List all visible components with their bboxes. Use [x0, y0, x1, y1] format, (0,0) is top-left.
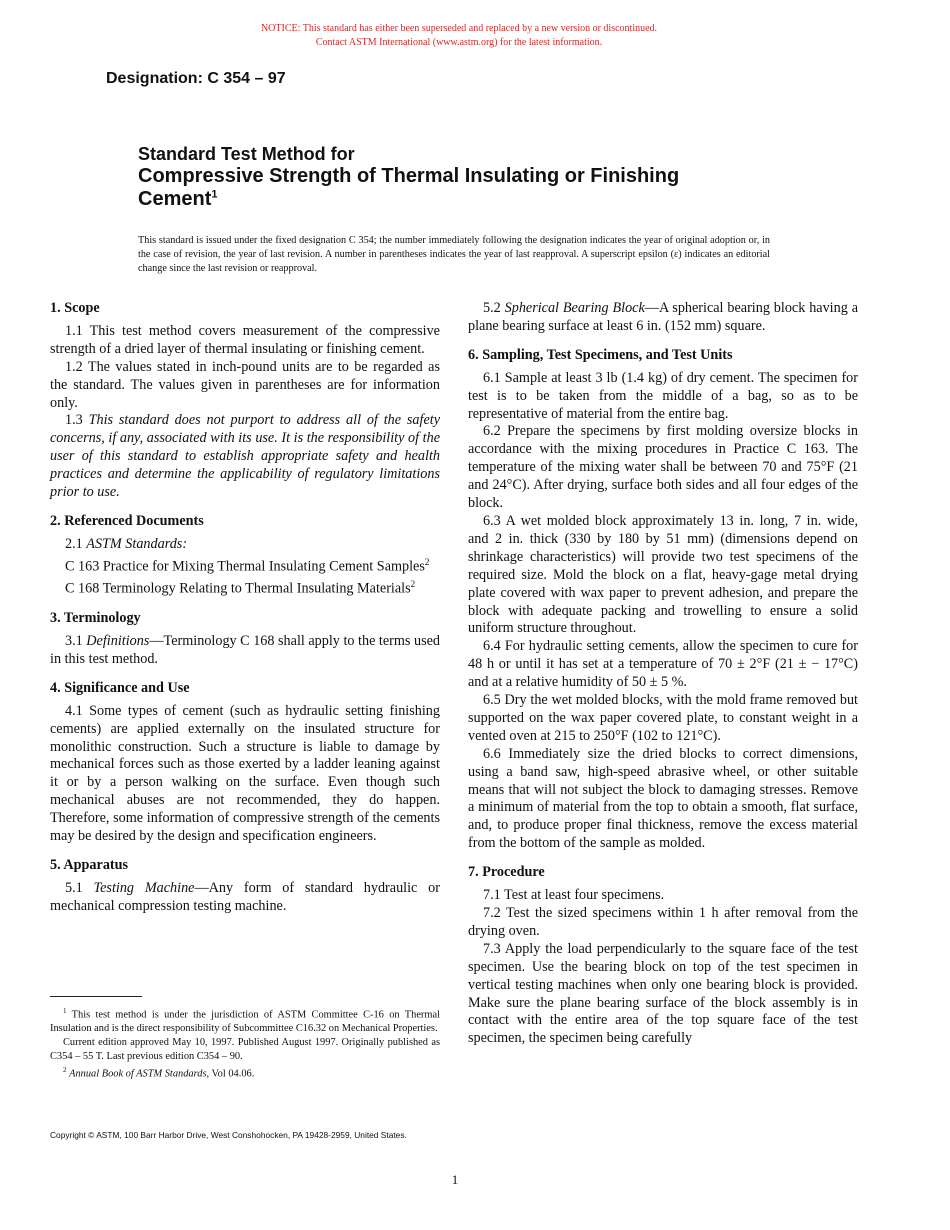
- paragraph-3-1-number: 3.1: [65, 632, 87, 649]
- section-heading-terminology: 3. Terminology: [50, 610, 141, 627]
- reference-c168-sup: 2: [410, 579, 416, 590]
- title-footnote-mark: 1: [211, 188, 218, 201]
- paragraph-6-3: 6.3 A wet molded block approximately 13 in. long, 7 in. wide, and 2 in. thick (330 by 180 by 51 mm) (dimensions depend on shrinkage characteristics) will provide two test specimens of the required size. Mold the block on a flat, heavy-gage metal drying plate covered with wax paper to prevent adhesion, and prepare the block with adequate packing and trowelling to ensure a solid uniform structure throughout.: [468, 512, 858, 637]
- issuance-statement: This standard is issued under the fixed designation C 354; the number immediately following the designation indicates the year of original adoption or, in the case of revision, the year of last revision. A number in parentheses indicates the year of last reapproval. A superscript epsilon (ε) indicates an editorial change since the last revision or reapproval.: [138, 235, 770, 275]
- paragraph-1-2: 1.2 The values stated in inch-pound units are to be regarded as the standard. The values given in parentheses are for information only.: [50, 358, 440, 411]
- right-column: [468, 300, 858, 1048]
- footnote-1: [50, 1005, 440, 1036]
- paragraph-5-1-text: —Any form of standard hydraulic or mechanical compression testing machine.: [50, 879, 440, 914]
- paragraph-6-4: 6.4 For hydraulic setting cements, allow the specimen to cure for 48 h or until it has set at a temperature of 70 ± 2°F (21 ± − 17°C) and at a relative humidity of 50 ± 5 %.: [468, 638, 858, 691]
- paragraph-2-1: [50, 536, 440, 554]
- paragraph-5-2-number: 5.2: [483, 300, 505, 316]
- paragraph-3-1-term: Definitions: [86, 632, 150, 649]
- paragraph-4-1: 4.1 Some types of cement (such as hydraulic setting finishing cements) are applied externally on the insulated structure for monolithic construction. Such a structure is liable to damage by mechanical forces such as those exerted by a ladder leaning against it or by a person walking on the surface. Even though such mechanical abuses are not recommended, they do happen. Therefore, some information of compressive strength of the cements may be desired by the design and specification engineers.: [50, 702, 440, 845]
- paragraph-3-1-text: —Terminology C 168 shall apply to the terms used in this test method.: [50, 632, 441, 667]
- paragraph-1-3-number: 1.3: [65, 412, 89, 429]
- document-title: [138, 143, 788, 211]
- reference-c163-text: C 163 Practice for Mixing Thermal Insulating Cement Samples: [65, 558, 425, 575]
- paragraph-7-1: 7.1 Test at least four specimens.: [483, 887, 665, 904]
- paragraph-6-1: 6.1 Sample at least 3 lb (1.4 kg) of dry cement. The specimen for test is to be taken from the middle of a bag, so as to be representative of material from the entire bag.: [468, 369, 858, 422]
- notice-line-2: Contact ASTM International (www.astm.org) for the latest information.: [315, 37, 603, 48]
- section-heading-referenced-documents: 2. Referenced Documents: [50, 512, 204, 529]
- footnote-1-edition: Current edition approved May 10, 1997. Published August 1997. Originally published as C354 – 55 T. Last previous edition C354 – 90.: [50, 1037, 440, 1062]
- footnote-2-text: , Vol 04.06.: [206, 1068, 255, 1080]
- paragraph-6-2: 6.2 Prepare the specimens by first molding oversize blocks in accordance with the mixing procedures in Practice C 163. The temperature of the mixing water shall be between 70 and 75°F (21 and 24°C). After drying, surface both sides and all four edges of the block.: [468, 423, 858, 512]
- footnote-2-mark: 2: [63, 1065, 67, 1074]
- paragraph-5-2-text: —A spherical bearing block having a plane bearing surface at least 6 in. (152 mm) square.: [468, 300, 858, 334]
- left-column: [50, 300, 440, 916]
- reference-c168-text: C 168 Terminology Relating to Thermal Insulating Materials: [65, 581, 411, 598]
- paragraph-1-3: [50, 412, 440, 502]
- section-heading-scope: 1. Scope: [50, 300, 100, 316]
- paragraph-1-1: 1.1 This test method covers measurement of the compressive strength of a dried layer of thermal insulating or finishing cement.: [50, 322, 440, 357]
- paragraph-2-1-text: ASTM Standards:: [86, 535, 188, 552]
- footnote-1-mark: 1: [63, 1007, 67, 1015]
- footnote-2-title: Annual Book of ASTM Standards: [69, 1068, 207, 1080]
- footnote-1-text: This test method is under the jurisdiction of ASTM Committee C-16 on Thermal Insulation and is the direct responsibility of Subcommittee C16.32 on Mechanical Properties.: [50, 1009, 440, 1035]
- paragraph-5-1: [50, 880, 440, 916]
- page-number: 1: [451, 1172, 459, 1187]
- paragraph-3-1: [50, 633, 440, 669]
- copyright-notice: Copyright © ASTM, 100 Barr Harbor Drive, West Conshohocken, PA 19428-2959, United States.: [50, 1130, 407, 1140]
- paragraph-7-2: 7.2 Test the sized specimens within 1 h after removal from the drying oven.: [468, 905, 858, 939]
- designation: Designation: C 354 – 97: [106, 70, 286, 87]
- title-line-1: Standard Test Method for: [138, 144, 355, 164]
- paragraph-6-6: 6.6 Immediately size the dried blocks to correct dimensions, using a band saw, high-speed abrasive wheel, or other suitable means that will not subject the block to damaging stresses. Remove a minimum of material from the top to obtain a smooth, flat surface, and, to produce proper final thickness, remove the excess material from the bottom of the sample as molded.: [468, 745, 858, 852]
- paragraph-5-1-number: 5.1: [65, 879, 94, 896]
- section-heading-procedure: 7. Procedure: [468, 864, 545, 881]
- paragraph-7-3: 7.3 Apply the load perpendicularly to the square face of the test specimen. Use the bearing block on top of the test specimen in vertical testing machines when only one bearing block is provided. Make sure the plane bearing surface of the block assembly is in contact with the entire area of the top square face of the test specimen, the specimen being carefully: [468, 940, 858, 1047]
- title-line-3-text: Cement: [138, 188, 212, 210]
- title-line-3: [138, 188, 788, 211]
- footnote-divider: [50, 996, 142, 997]
- paragraph-2-1-number: 2.1: [65, 535, 87, 552]
- notice-line-1: NOTICE: This standard has either been superseded and replaced by a new version or discontinued.: [260, 23, 658, 34]
- footnotes: [50, 1005, 440, 1081]
- paragraph-5-2-term: Spherical Bearing Block: [504, 300, 645, 316]
- reference-c163: [50, 554, 440, 577]
- title-line-2: Compressive Strength of Thermal Insulating or Finishing: [138, 165, 680, 187]
- section-heading-significance: 4. Significance and Use: [50, 679, 190, 696]
- footnote-2: [50, 1064, 440, 1081]
- section-heading-sampling: 6. Sampling, Test Specimens, and Test Units: [468, 346, 733, 363]
- paragraph-5-2: [468, 300, 858, 336]
- reference-c163-sup: 2: [424, 556, 430, 567]
- paragraph-6-5: 6.5 Dry the wet molded blocks, with the mold frame removed but supported on the wax paper covered plate, to constant weight in a vented oven at 215 to 250°F (102 to 121°C).: [468, 692, 858, 744]
- paragraph-5-1-term: Testing Machine: [93, 879, 195, 896]
- section-heading-apparatus: 5. Apparatus: [50, 856, 129, 873]
- paragraph-1-3-text: This standard does not purport to address all of the safety concerns, if any, associated with its use. It is the responsibility of the user of this standard to establish appropriate safety and health practices and determine the applicability of regulatory limitations prior to use.: [50, 412, 441, 501]
- reference-c168: [50, 576, 440, 599]
- supersession-notice: [0, 22, 918, 50]
